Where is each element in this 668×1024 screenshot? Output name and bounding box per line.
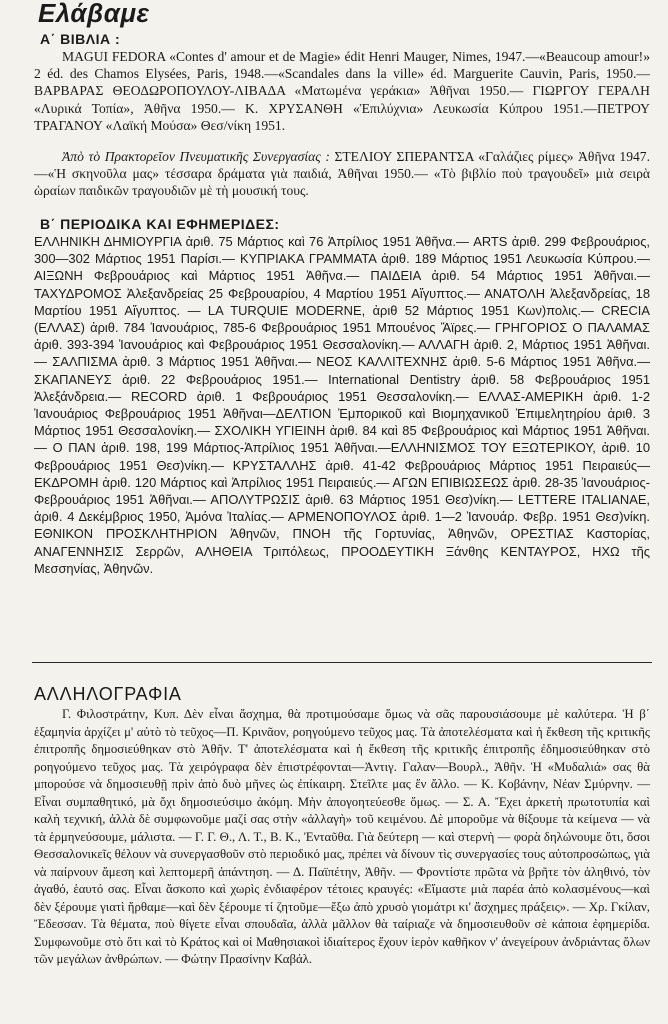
correspondence-text: Γ. Φιλοστράτην, Κυπ. Δὲν εἶναι ἄσχημα, θὰ προτιμούσαμε ὅμως νὰ σᾶς παρουσιάσουμε μὲ καλύτερα. Ἡ β΄ ἑξαμηνία ἀρχίζει μ' αὐτὸ τὸ τεῦχος—Π. Κρινᾶον, ροηγούμενο τεῦχος μας. Τὰ ἀποτελέσματα καὶ ἡ ἔκθεση τῆς κριτικῆς ἐπιτροπῆς δημοσιεύθηκαν στὸ Ἀθῆν. Τ' ἀποτελέσματα καὶ ἡ ἔκθεση τῆς κριτικῆς ἐπιτροπῆς ἐδημοσιεύθηκαν στὸ ροηγούμενο τεῦχος μας. Τὰ χειρόγραφα δὲν ἐπιστρέφονται—Ἀντιγ. Γαλαν—Βουρλ., Ἀθῆν. Ἡ «Μυδαλιά» σας θὰ μπορούσε νὰ δημοσιευθῇ πρὶν ἀπὸ δυὸ μῆνες ὡς ἐπίκαιρη. Στεῖλτε μας ἕν ἄλλο. — Κ. Κοβάνην, Νέαν Σμύρνην. — Εἶναι συμπαθητικό, μὰ ὄχι δημοσιεύσιμο ἀκόμη. Μὴν ἀπογοητεύεσθε ὅμως. — Σ. Α. Ἔχει ἀρκετὴ πρωτοτυπία καὶ καλὴ τεχνική, ἀλλὰ δὲ συμφωνοῦμε μαζί σας στὴν «ἀλλαγὴ» τοῦ κειμένου. Δὲ μποροῦμε νὰ θίξουμε τὰ κείμενα — νὰ τὰ ἑρμηνεύσουμε, μάλιστα. — Γ. Γ. Θ., Λ. Τ., Β. Κ., Ἐνταῦθα. Γιὰ δεύτερη — καὶ στερνὴ — φορὰ δηλώνουμε ὅτι, ὅσοι Θεσσαλονικεῖς θέλουν νὰ συνεργασθοῦν στὸ περιοδικό μας, πρέπει νὰ δίνουν τὶς συνεργασίες τους αὐτοπροσώπως, γιὰ νὰ παίρνουν ἄμεση καὶ λεπτομερῆ ἀπάντηση. — Δ. Παϊπέτην, Ἀθῆν. — Φροντίστε πρῶτα νὰ βρῆτε τὸν ἀληθινό, τὸν ἀγαθό, ἑαυτό σας. Εἶναι ἄσκοπο καὶ χωρὶς ἐνδιαφέρον τέτοιες κραυγές: «Εἴμαστε μιὰ παρέα ἀπὸ κολασμένους—καὶ δὲν ξέρουμε γιατὶ ἤρθαμε—καὶ δὲν ξέρουμε τί ζητοῦμε—ἔξω ἀπὸ χρυσὸ γιομάτρι κι' ἄσχημες πράξεις». — Χρ. Γκίλαν, Ἔδεσσαν. Τὰ θέματα, ποὺ θίγετε εἶναι σπουδαῖα, ἀλλὰ μᾶλλον θὰ ταίριαζε νὰ δημοσιευθοῦν σὲ κάποια ἐφημερίδα. Συμφωνοῦμε στὸ ὅτι καὶ τὸ Κράτος καὶ οἱ Μαθησιακοὶ ἰδιαίτερος ἔχουν ἱερὸν καθῆκον ν' ἀνεγείρουν ἀνδριάντας ὅλων τῶν μεγάλων ἀνθρώπων. — Φώτην Πρασίνην Καβάλ.: [34, 707, 650, 966]
section-b-heading: Β΄ ΠΕΡΙΟΔΙΚΑ ΚΑΙ ΕΦΗΜΕΡΙΔΕΣ:: [40, 216, 280, 232]
page-title: Ελάβαμε: [38, 0, 150, 28]
section-divider: [32, 662, 652, 663]
section-a-agency-paragraph: [34, 148, 650, 200]
agency-rest: ΣΤΕΛΙΟΥ ΣΠΕΡΑΝΤΣΑ «Γαλάζιες ρίμες» Ἀθῆνα 1947.—«Ἡ σκηνοῦλα μας» τέσσαρα δράματα γιὰ παιδιά, Ἀθῆναι 1950.— «Τὸ βιβλίο ποὺ τραγουδεῖ» μιὰ σειρὰ ὡραίων παιδικῶν τραγουδιῶν μὲ τὴ μουσική τους.: [34, 149, 650, 199]
books-list-text: MAGUI FEDORA «Contes d' amour et de Magie» édit Henri Mauger, Nimes, 1947.—«Beaucoup amour!» 2 éd. des Chamos Elysées, Paris, 1948.—«Scandales dans la ville» éd. Marguerite Cauvin, Paris, 1950.— ΒΑΡΒΑΡΑΣ ΘΕΟΔΩΡΟΠΟΥΛΟΥ-ΛΙΒΑΔΑ «Ματωμένα γεράκια» Ἀθῆναι 1950.— ΓΙΩΡΓΟΥ ΓΕΡΑΛΗ «Λυρικά Τοπία», Ἀθῆνα 1950.— Κ. ΧΡΥΣΑΝΘΗ «Ἐπιλύχνια» Λευκωσία Κύπρου 1951.—ΠΕΤΡΟΥ ΤΡΑΓΑΝΟΥ «Λαϊκή Μούσα» Θεσ/νίκη 1951.: [34, 49, 650, 133]
section-b-periodicals: [34, 233, 650, 577]
section-a-books-paragraph: [34, 48, 650, 134]
section-a-heading: Α΄ ΒΙΒΛΙΑ :: [40, 31, 121, 47]
section-c-heading: ΑΛΛΗΛΟΓΡΑΦΙΑ: [34, 684, 182, 704]
agency-lead: Ἀπὸ τὸ Πρακτορεῖον Πνευματικῆς Συνεργασίας :: [62, 149, 330, 164]
section-c-correspondence: [34, 706, 650, 969]
periodicals-text: ΕΛΛΗΝΙΚΗ ΔΗΜΙΟΥΡΓΙΑ ἀριθ. 75 Μάρτιος καὶ 76 Ἀπρίλιος 1951 Ἀθῆνα.— ARTS ἀριθ. 299 Φεβρουάριος, 300—302 Μάρτιος 1951 Παρίσι.— ΚΥΠΡΙΑΚΑ ΓΡΑΜΜΑΤΑ ἀριθ. 189 Μάρτιος 1951 Λευκωσία Κύπρου.— ΑΙΞΩΝΗ Φεβρουάριος καὶ Μάρτιος 1951 Ἀθῆνα.— ΠΑΙΔΕΙΑ ἀριθ. 54 Μάρτιος 1951 Ἀθῆναι.— ΤΑΧΥΔΡΟΜΟΣ Ἀλεξανδρείας 25 Φεβρουαρίου, 4 Μαρτίου 1951 Αἴγυπτος.— ΑΝΑΤΟΛΗ Ἀλεξανδρείας, 18 Μαρτίου 1951 Αἴγυπτος. — LA TURQUIE MODERNE, ἀριθ 52 Μάρτιος 1951 Κων)πολις.— CRECIA (ΕΛΛΑΣ) ἀριθ. 784 Ἰανουάριος, 785-6 Φεβρουάριος 1951 Μπουένος Ἄϊρες.— ΓΡΗΓΟΡΙΟΣ Ο ΠΑΛΑΜΑΣ ἀριθ. 393-394 Ἰανουάριος καὶ Φεβρουάριος 1951 Θεσσαλονίκη.— ΑΛΛΑΓΗ ἀριθ. 2, Μάρτιος 1951 Ἀθῆναι.— ΣΑΛΠΙΣΜΑ ἀριθ. 3 Μάρτιος 1951 Ἀθῆναι.— ΝΕΟΣ ΚΑΛΛΙΤΕΧΝΗΣ ἀριθ. 5-6 Μάρτιος 1951 Ἀθῆνα.— ΣΚΑΠΑΝΕΥΣ ἀριθ. 22 Φεβρουάριος 1951.— International Dentistry ἀριθ. 58 Φεβρουάριος 1951 Ἀλεξάνδρεια.— RECORD ἀριθ. 1 Φεβρουάριος 1951 Θεσσαλονίκη.— ΕΛΛΑΣ-ΑΜΕΡΙΚΗ ἀριθ. 1-2 Ἰανουάριος Φεβρουάριος 1951 Ἀθῆναι—ΔΕΛΤΙΟΝ Ἐμπορικοῦ καὶ Βιομηχανικοῦ Ἐπιμελητηρίου ἀριθ. 3 Μάρτιος 1951 Θεσσαλονίκη.— ΣΧΟΛΙΚΗ ΥΓΙΕΙΝΗ ἀριθ. 84 καὶ 85 Φεβρουάριος καὶ Μάρτιος 1951 Ἀθῆναι.— Ο ΠΑΝ ἀριθ. 198, 199 Μάρτιος-Ἀπρίλιος 1951 Ἀθῆναι.—ΕΛΛΗΝΙΣΜΟΣ ΤΟΥ ΕΞΩΤΕΡΙΚΟΥ, ἀριθ. 10 Φεβρουάριος 1951 Θεσ)νίκη.— ΚΡΥΣΤΑΛΛΗΣ ἀριθ. 41-42 Φεβρουάριος Μάρτιος 1951 Πειραιεύς— ΕΚΔΡΟΜΗ ἀριθ. 120 Μάρτιος καὶ Ἀπρίλιος 1951 Πειραιεύς.— ΑΓΩΝ ΕΠΙΒΙΩΣΕΩΣ ἀριθ. 28-35 Ἰανουάριος-Φεβρουάριος 1951 Ἀθῆναι.— ΑΠΟΛΥΤΡΩΣΙΣ ἀριθ. 63 Μάρτιος 1951 Θεσ)νίκη.— LETTERE ITALIANAE, ἀριθ. 4 Δεκέμβριος 1950, Ἀμόνα Ἰταλίας.— ΑΡΜΕΝΟΠΟΥΛΟΣ ἀριθ. 1—2 Ἰανουάρ. Φεβρ. 1951 Θεσ)νίκη. ΕΘΝΙΚΟΝ ΠΡΟΣΚΛΗΤΗΡΙΟΝ Ἀθηνῶν, ΠΝΟΗ τῆς Γορτυνίας, Ἀθηνῶν, ΟΡΕΣΤΙΑΣ Καστορίας, ΑΝΑΓΕΝΝΗΣΙΣ Σερρῶν, ΑΛΗΘΕΙΑ Τριπόλεως, ΠΡΟΟΔΕΥΤΙΚΗ Ξάνθης ΚΕΝΤΑΥΡΟΣ, ΗΧΩ τῆς Μεσσηνίας, Ἀθηνῶν.: [34, 234, 650, 576]
agency-text: [34, 148, 650, 200]
